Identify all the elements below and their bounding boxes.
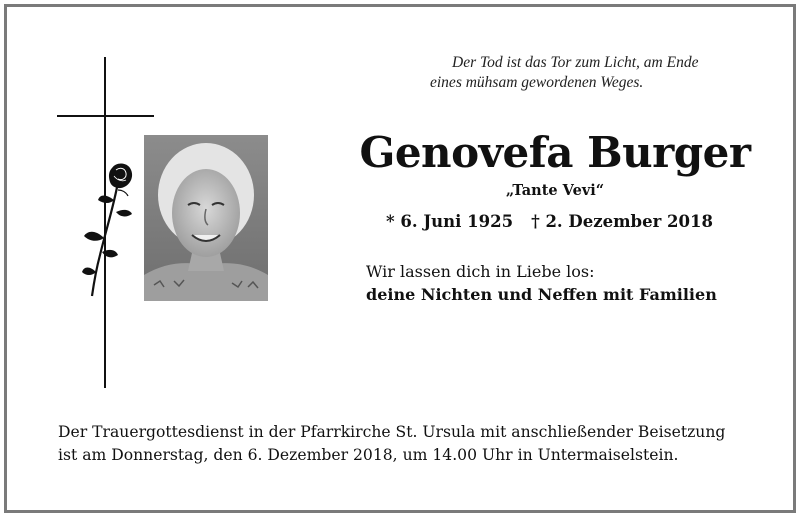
death-date: † 2. Dezember 2018 <box>531 212 713 231</box>
farewell-lead: Wir lassen dich in Liebe los: <box>366 262 595 281</box>
service-line-2: ist am Donnerstag, den 6. Dezember 2018, um 14.00 Uhr in Untermaiselstein. <box>58 446 679 464</box>
deceased-nickname: „Tante Vevi“ <box>505 182 605 199</box>
quote-line-1: Der Tod ist das Tor zum Licht, am Ende <box>452 54 699 71</box>
birth-date: * 6. Juni 1925 <box>386 212 514 231</box>
life-dates <box>386 210 746 234</box>
deceased-name: Genovefa Burger <box>359 128 751 177</box>
farewell-signers: deine Nichten und Neffen mit Familien <box>366 285 717 304</box>
funeral-service-info <box>58 421 758 467</box>
portrait-photo <box>144 135 268 301</box>
memorial-quote <box>430 53 760 93</box>
farewell-message <box>366 260 766 306</box>
service-line-1: Der Trauergottesdienst in der Pfarrkirche St. Ursula mit anschließender Beisetzung <box>58 423 726 441</box>
quote-line-2: eines mühsam gewordenen Weges. <box>430 74 644 91</box>
rose-icon <box>76 160 136 300</box>
cross-bar <box>57 115 154 117</box>
